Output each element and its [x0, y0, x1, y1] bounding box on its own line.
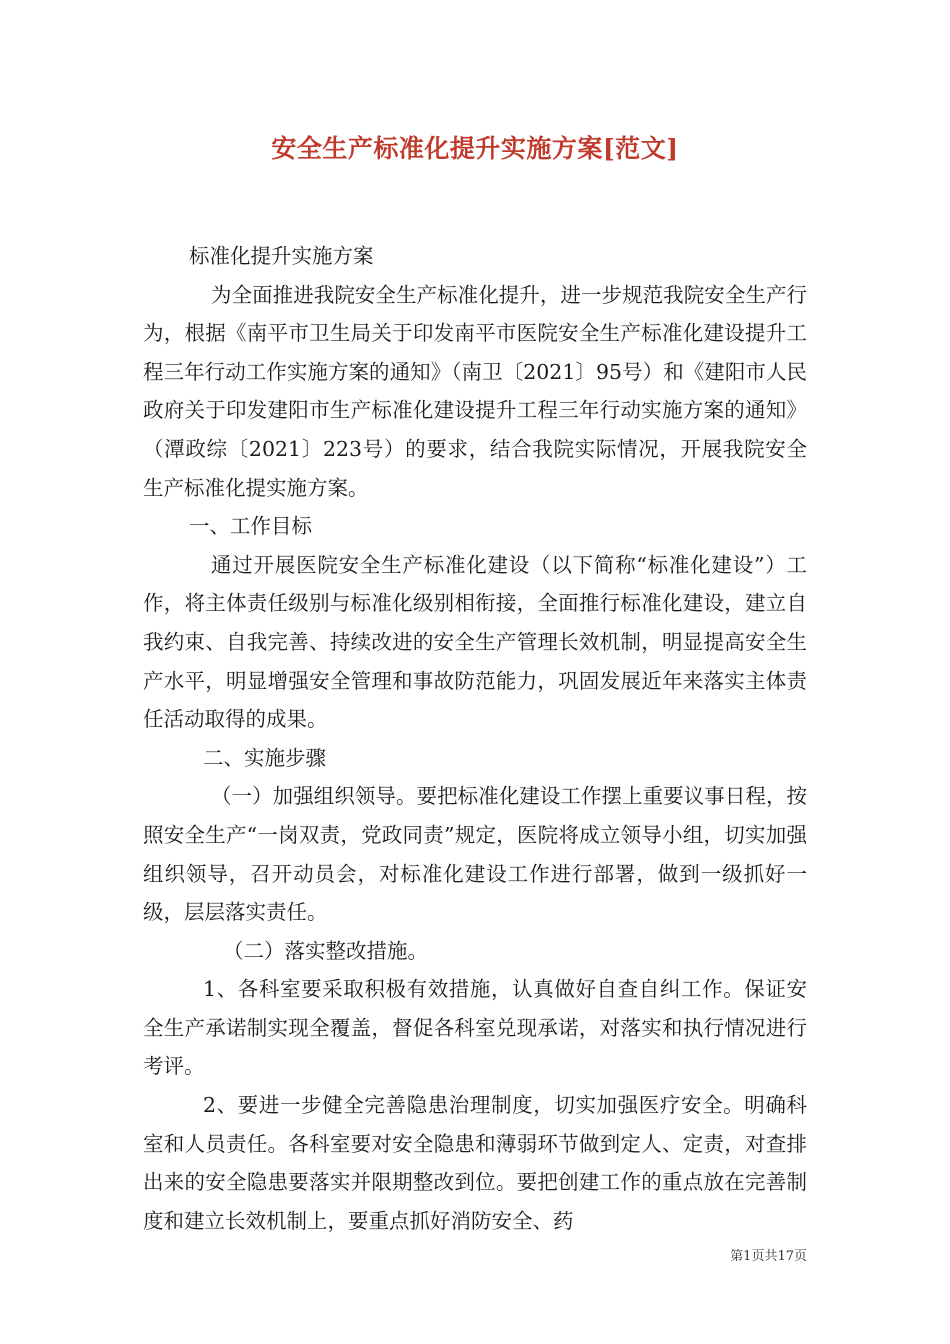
paragraph-step-1: （一）加强组织领导。要把标准化建设工作摆上重要议事日程，按照安全生产“一岗双责，党政同责”规定，医院将成立领导小组，切实加强组织领导，召开动员会，对标准化建设工作进行部署，做到一级抓好一级，层层落实责任。: [143, 784, 807, 925]
document-body: [143, 237, 807, 1240]
heading-steps: 二、实施步骤: [203, 745, 326, 770]
paragraph-intro: 为全面推进我院安全生产标准化提升，进一步规范我院安全生产行为，根据《南平市卫生局关于印发南平市医院安全生产标准化建设提升工程三年行动工作实施方案的通知》（南卫〔2021〕95号）和《建阳市人民政府关于印发建阳市生产标准化建设提升工程三年行动实施方案的通知》（潭政综〔2021〕223号）的要求，结合我院实际情况，开展我院安全生产标准化提实施方案。: [143, 282, 807, 500]
paragraph-item-1: 1、各科室要采取积极有效措施，认真做好自查自纠工作。保证安全生产承诺制实现全覆盖，督促各科室兑现承诺，对落实和执行情况进行考评。: [143, 977, 807, 1079]
paragraph-item-2: 2、要进一步健全完善隐患治理制度，切实加强医疗安全。明确科室和人员责任。各科室要对安全隐患和薄弱环节做到定人、定责，对查排出来的安全隐患要落实并限期整改到位。要把创建工作的重点放在完善制度和建立长效机制上，要重点抓好消防安全、药: [143, 1093, 807, 1233]
paragraph-subtitle: 标准化提升实施方案: [189, 244, 374, 268]
page-number-footer: 第1页共17页: [730, 1249, 807, 1264]
heading-step-2: （二）落实整改措施。: [223, 938, 428, 963]
paragraph-work-goal: 通过开展医院安全生产标准化建设（以下简称“标准化建设”）工作，将主体责任级别与标准化级别相衔接，全面推行标准化建设，建立自我约束、自我完善、持续改进的安全生产管理长效机制，明显提高安全生产水平，明显增强安全管理和事故防范能力，巩固发展近年来落实主体责任活动取得的成果。: [143, 552, 807, 732]
heading-work-goal: 一、工作目标: [189, 514, 312, 539]
page-title: 安全生产标准化提升实施方案[范文]: [271, 134, 679, 163]
